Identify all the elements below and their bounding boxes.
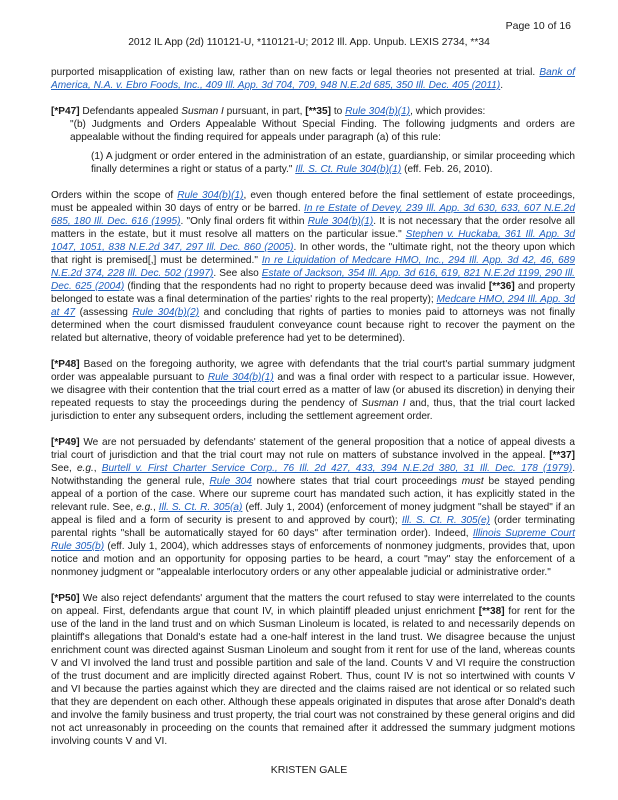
- text-run: . "Only final orders fit within: [180, 216, 308, 227]
- text-run: . In other words, the "ultimate right, not the theory upon which that right is premised[,] must be determined.": [51, 242, 575, 266]
- text-run: purported misapplication of existing law, rather than on new facts or legal theories not presented at trial.: [51, 67, 540, 78]
- text-run: pursuant, in part,: [223, 106, 306, 117]
- citation-link[interactable]: Burtell v. First Charter Service Corp., 76 Ill. 2d 427, 433, 394 N.E.2d 380, 31 Ill. Dec. 178 (1979): [101, 463, 573, 474]
- citation-link[interactable]: Ill. S. Ct. R. 305(a): [158, 502, 243, 513]
- text-run: (eff. July 1, 2004), which addresses stays of enforcements of nonmoney judgments, provides that, upon notice and motion and an opportunity for opposing parties to be heard, a court "may" stay the enforcement of a nonmoney judgment or "appealable interlocutory orders or any other appealable judicial or administrative order.": [51, 541, 575, 578]
- paragraph-marker: [*P49]: [51, 437, 80, 448]
- text-run: (eff. Feb. 26, 2010).: [401, 164, 493, 175]
- text-run: nowhere states that trial court proceedings: [251, 476, 462, 487]
- citation-link[interactable]: Stephen v. Huckaba, 361 Ill. App. 3d 1047, 1051, 838 N.E.2d 347, 297 Ill. Dec. 860 (2005): [51, 229, 575, 253]
- text-run: and property belonged to estate was a final determination of the parties' rights to the real property);: [51, 281, 575, 305]
- text-run: ,: [93, 463, 102, 474]
- text-run: Defendants appealed: [79, 106, 182, 117]
- text-run: , which provides:: [410, 106, 486, 117]
- text-run: Susman I: [361, 398, 406, 409]
- text-run: be stayed pending appeal of a portion of the case. Where our supreme court has mandated such action, it has explicitly stated in the relevant rule. See,: [51, 476, 575, 513]
- text-run: Orders within the scope of: [51, 190, 178, 201]
- paragraph: [51, 592, 575, 748]
- document-body: [51, 66, 575, 761]
- text-run: , even though entered before the final settlement of estate proceedings, must be appealed within 30 days of entry or be barred.: [51, 190, 576, 214]
- paragraph: [51, 358, 575, 423]
- paragraph: [51, 66, 575, 92]
- citation-link[interactable]: Rule 304: [209, 476, 252, 487]
- paragraph: [70, 118, 575, 144]
- paragraph-marker: [**36]: [488, 281, 515, 292]
- citation-link[interactable]: Medcare HMO, 294 Ill. App. 3d at 47: [51, 294, 575, 318]
- text-run: to: [331, 106, 346, 117]
- citation-link[interactable]: Illinois Supreme Court Rule 305(b): [51, 528, 575, 552]
- text-run: for rent for the use of the land in the land trust and on which Susman Linoleum is located, is related to and necessarily depends on plaintiff's allegations that Donald's estate had a one-half interest in the land trust. We disagree because the unjust enrichment count was directed against Susman Linoleum and sought from it rent for use of the land, whereas counts V and VI involved the land trust and possible partition and sale of the land. Counts V and VI require the construction of the trust document and are implicitly directed against Robert. Thus, count IV is not so intertwined with counts V and VI because the parties against which they are directed and the claims raised are not identical or so related such that they are dependent on each other. Although these appeals originated in disputes that arose after Donald's death and involve the family business and trust property, the trial court was not constrained by these general origins and did not act unreasonably in proceeding on the counts that remained after it addressed the summary judgment motions involving counts V and VI.: [51, 606, 575, 747]
- text-run: "(b) Judgments and Orders Appealable Without Special Finding. The following judgments and orders are appealable without the finding required for appeals under paragraph (a) of this rule:: [70, 119, 575, 143]
- paragraph-marker: [**38]: [478, 606, 505, 617]
- text-run: We are not persuaded by defendants' statement of the general proposition that a notice of appeal divests a trial court of jurisdiction and that the trial court may not rule on matters of substance involved in the appeal.: [51, 437, 575, 461]
- paragraph-marker: [**35]: [305, 106, 332, 117]
- text-run: e.g.: [136, 502, 154, 513]
- text-run: See,: [51, 463, 77, 474]
- text-run: (assessing: [75, 307, 133, 318]
- text-run: (1) A judgment or order entered in the administration of an estate, guardianship, or similar proceeding which finally determines a right or status of a party.": [91, 151, 575, 175]
- text-run: and concluding that rights of parties to monies paid to attorneys was not finally determined when the court dismissed fraudulent conveyance count because right to recover the payment on the related but alternative, theory of voidable preference had yet to be determined).: [51, 307, 576, 344]
- citation-link[interactable]: Rule 304(b)(1): [177, 190, 244, 201]
- footer-name: KRISTEN GALE: [270, 764, 348, 776]
- paragraph: [51, 436, 575, 579]
- citation-link[interactable]: Bank of America, N.A. v. Ebro Foods, Inc., 409 Ill. App. 3d 704, 709, 948 N.E.2d 685, 350 Ill. Dec. 405 (2011): [51, 67, 576, 91]
- citation-link[interactable]: Rule 304(b)(1): [345, 106, 411, 117]
- text-run: ,: [153, 502, 159, 513]
- citation-link[interactable]: Ill. S. Ct. R. 305(e): [401, 515, 490, 526]
- text-run: and, thus, that the trial court lacked jurisdiction to enter any subsequent orders, including the settlement agreement order.: [51, 398, 575, 422]
- citation-header: 2012 IL App (2d) 110121-U, *110121-U; 2012 Ill. App. Unpub. LEXIS 2734, **34: [128, 37, 490, 48]
- paragraph-marker: [*P50]: [51, 593, 80, 604]
- text-run: Susman I: [181, 106, 224, 117]
- text-run: . See also: [213, 268, 262, 279]
- text-run: (order terminating parental rights "shall be automatically stayed for 60 days" after termination order). Indeed,: [51, 515, 575, 539]
- text-run: (eff. July 1, 2004) (enforcement of money judgment "shall be stayed" if an appeal is filed and a form of security is present to and approved by court);: [51, 502, 576, 526]
- citation-link[interactable]: Rule 304(b)(2): [132, 307, 200, 318]
- citation-link[interactable]: In re Estate of Devey, 239 Ill. App. 3d 630, 633, 607 N.E.2d 685, 180 Ill. Dec. 616 (1995): [51, 203, 575, 227]
- text-run: . It is not necessary that the order resolve all matters in the estate, but it must resolve all matters on the particular issue.": [51, 216, 576, 240]
- page-number: Page 10 of 16: [505, 20, 571, 32]
- citation-link[interactable]: Estate of Jackson, 354 Ill. App. 3d 616, 619, 821 N.E.2d 1199, 290 Ill. Dec. 625 (2004): [51, 268, 575, 292]
- paragraph: [91, 150, 575, 176]
- text-run: . Notwithstanding the general rule,: [51, 463, 576, 487]
- text-run: We also reject defendants' argument that the matters the court refused to stay were interrelated to the counts on appeal. First, defendants argue that count IV, in which plaintiff pleaded unjust enrichment: [51, 593, 575, 617]
- text-run: must: [461, 476, 484, 487]
- paragraph-marker: [*P47]: [51, 106, 80, 117]
- text-run: Based on the foregoing authority, we agree with defendants that the trial court's partial summary judgment order was appealable pursuant to: [51, 359, 575, 383]
- paragraph: [51, 105, 575, 118]
- text-run: and was a final order with respect to a particular issue. However, we disagree with their contention that the trial court erred as a matter of law (or abused its discretion) in denying their repeated requests to stay the proceedings during the pendency of: [51, 372, 575, 409]
- text-run: e.g.: [76, 463, 94, 474]
- paragraph-marker: [**37]: [549, 450, 575, 461]
- paragraph-marker: [*P48]: [51, 359, 80, 370]
- citation-link[interactable]: Ill. S. Ct. Rule 304(b)(1): [295, 164, 402, 175]
- paragraph: [51, 189, 575, 345]
- text-run: .: [500, 80, 504, 91]
- citation-link[interactable]: Rule 304(b)(1): [207, 372, 274, 383]
- text-run: (finding that the respondents had no right to property because deed was invalid: [124, 281, 489, 292]
- citation-link[interactable]: Rule 304(b)(1): [307, 216, 374, 227]
- citation-link[interactable]: In re Liquidation of Medcare HMO, Inc., 294 Ill. App. 3d 42, 46, 689 N.E.2d 374, 228 Ill. Dec. 502 (1997): [51, 255, 575, 279]
